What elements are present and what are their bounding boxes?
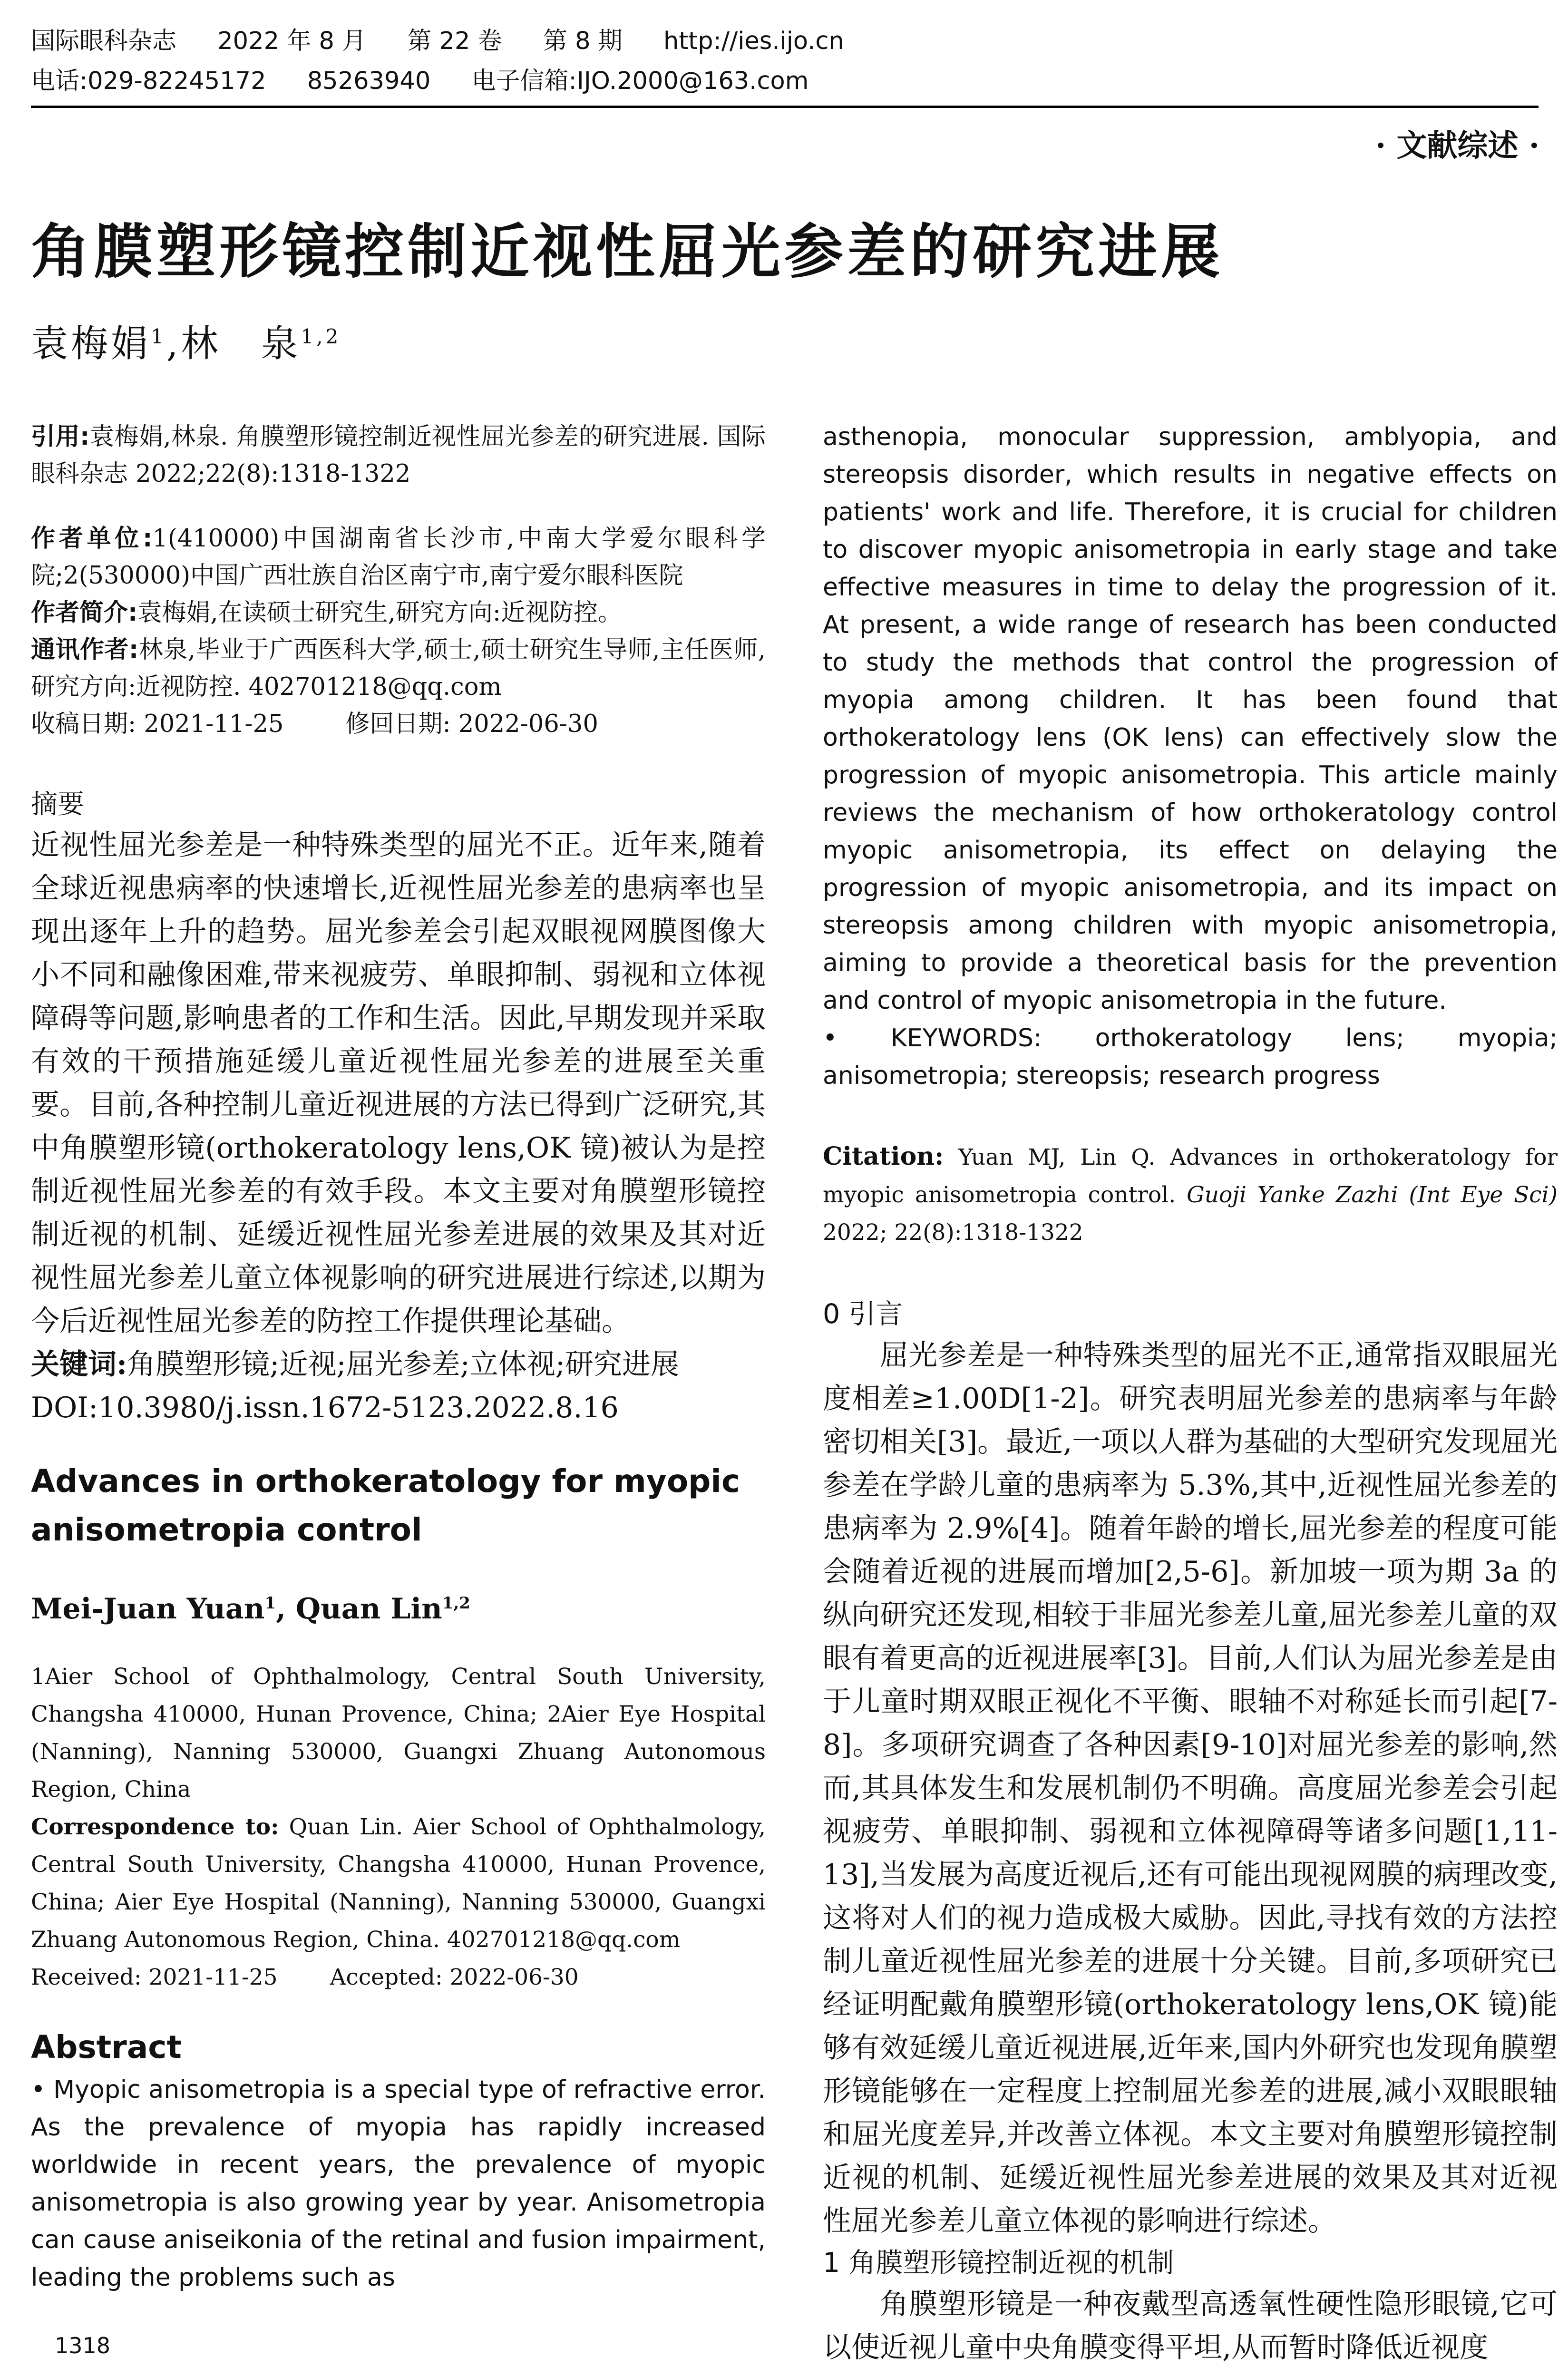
citation-cn-label: 引用:: [31, 423, 90, 451]
citation-cn-text: 袁梅娟,林泉. 角膜塑形镜控制近视性屈光参差的研究进展. 国际眼科杂志 2022;22(8):1318-1322: [31, 423, 766, 488]
header-line-1: [31, 21, 1539, 61]
author-1: 袁梅娟: [31, 322, 151, 365]
accepted-en: Accepted: 2022-06-30: [330, 1964, 579, 1990]
affiliation-en: 1Aier School of Ophthalmology, Central South University, Changsha 410000, Hunan Provence, China; 2Aier Eye Hospital (Nanning), Nanning 530000, Guangxi Zhuang Autonomous Region, China: [31, 1664, 766, 1802]
affiliation-cn-label: 作者单位:: [31, 525, 153, 553]
authors-cn: [31, 314, 341, 367]
author-separator: ,: [166, 322, 181, 365]
correspondence-en-label: Correspondence to:: [31, 1814, 279, 1840]
received-cn: 收稿日期: 2021-11-25: [31, 710, 284, 738]
email[interactable]: 电子信箱:IJO.2000@163.com: [471, 67, 809, 95]
phone: 电话:029-82245172: [31, 67, 266, 95]
article-title: 角膜塑形镜控制近视性屈光参差的研究进展: [31, 217, 1224, 286]
header-rule: [31, 106, 1539, 108]
section-tag: · 文献综述 ·: [1375, 128, 1539, 164]
abstract-cn-text: 近视性屈光参差是一种特殊类型的屈光不正。近年来,随着全球近视患病率的快速增长,近视性屈光参差的患病率也呈现出逐年上升的趋势。屈光参差会引起双眼视网膜图像大小不同和融像困难,带来视疲劳、单眼抑制、弱视和立体视障碍等问题,影响患者的工作和生活。因此,早期发现并采取有效的干预措施延缓儿童近视性屈光参差的进展至关重要。目前,各种控制儿童近视进展的方法已得到广泛研究,其中角膜塑形镜(orthokeratology lens,OK 镜)被认为是控制近视性屈光参差的有效手段。本文主要对角膜塑形镜控制近视的机制、延缓近视性屈光参差进展的效果及其对近视性屈光参差儿童立体视影响的研究进展进行综述,以期为今后近视性屈光参差的防控工作提供理论基础。: [31, 828, 766, 1338]
abstract-en-part1: • Myopic anisometropia is a special type of refractive error. As the prevalence of myopia has rapidly increased worldwide in recent years, the prevalence of myopic anisometropia is also growing year by year. Anisometropia can cause aniseikonia of the retinal and fusion impairment, leading the problems such as: [31, 2075, 766, 2292]
issue-number: 第 8 期: [543, 27, 623, 55]
phone-2: 85263940: [307, 67, 431, 95]
citation-cn: [31, 419, 766, 493]
citation-en-label: Citation:: [823, 1142, 944, 1171]
author-1-en-affil: 1: [264, 1594, 276, 1613]
page-number: 1318: [55, 2333, 111, 2358]
citation-en: [823, 1138, 1558, 1251]
author-2-en-affil: 1,2: [442, 1594, 470, 1613]
header-line-2: [31, 61, 1539, 101]
author-bio: [31, 594, 766, 632]
english-title: Advances in orthokeratology for myopic anisometropia control: [31, 1463, 740, 1548]
dates-en: [31, 1958, 766, 1996]
section-1-text: 角膜塑形镜是一种夜戴型高透氧性硬性隐形眼镜,它可以使近视儿童中央角膜变得平坦,从而暂时降低近视度: [823, 2288, 1558, 2364]
intro-text: 屈光参差是一种特殊类型的屈光不正,通常指双眼屈光度相差≥1.00D[1-2]。研究表明屈光参差的患病率与年龄密切相关[3]。最近,一项以人群为基础的大型研究发现屈光参差在学龄儿童的患病率为 5.3%,其中,近视性屈光参差的患病率为 2.9%[4]。随着年龄的增长,屈光参差的程度可能会随着近视的进展而增加[2,5-6]。新加坡一项为期 3a 的纵向研究还发现,相较于非屈光参差儿童,屈光参差儿童的双眼有着更高的近视进展率[3]。目前,人们认为屈光参差是由于儿童时期双眼正视化不平衡、眼轴不对称延长而引起[7-8]。多项研究调查了各种因素[9-10]对屈光参差的影响,然而,其具体发生和发展机制仍不明确。高度屈光参差会引起视疲劳、单眼抑制、弱视和立体视障碍等诸多问题[1,11-13],当发展为高度近视后,还有可能出现视网膜的病理改变,这将对人们的视力造成极大威胁。因此,寻找有效的方法控制儿童近视性屈光参差的进展十分关键。目前,多项研究已经证明配戴角膜塑形镜(orthokeratology lens,OK 镜)能够有效延缓儿童近视进展,近年来,国内外研究也发现角膜塑形镜能够在一定程度上控制屈光参差的进展,减小双眼眼轴和屈光度差异,并改善立体视。本文主要对角膜塑形镜控制近视的机制、延缓近视性屈光参差进展的效果及其对近视性屈光参差儿童立体视的影响进行综述。: [823, 1339, 1558, 2238]
revised-cn: 修回日期: 2022-06-30: [345, 710, 598, 738]
correspondence-cn: [31, 632, 766, 706]
author-2-affil: 1,2: [301, 325, 341, 348]
volume: 第 22 卷: [407, 27, 502, 55]
doi[interactable]: DOI:10.3980/j.issn.1672-5123.2022.8.16: [31, 1391, 619, 1424]
author-2: 林 泉: [181, 322, 301, 365]
citation-en-text: Yuan MJ, Lin Q. Advances in orthokeratology for myopic anisometropia control.: [823, 1144, 1558, 1208]
author-2-en: Quan Lin: [295, 1592, 442, 1626]
keywords-cn-text: 角膜塑形镜;近视;屈光参差;立体视;研究进展: [127, 1348, 680, 1381]
received-en: Received: 2021-11-25: [31, 1964, 278, 1990]
author-1-en: Mei-Juan Yuan: [31, 1592, 265, 1626]
journal-header: [31, 21, 1539, 101]
section-1-heading: 1 角膜塑形镜控制近视的机制: [823, 2247, 1174, 2279]
keywords-en: • KEYWORDS: orthokeratology lens; myopia; anisometropia; stereopsis; research progress: [823, 1024, 1558, 1090]
dates-cn: [31, 706, 766, 743]
citation-en-journal: Guoji Yanke Zazhi (Int Eye Sci): [1187, 1182, 1558, 1208]
abstract-en-heading: Abstract: [31, 2029, 182, 2065]
author-bio-text: 袁梅娟,在读硕士研究生,研究方向:近视防控。: [137, 599, 623, 627]
issue-date: 2022 年 8 月: [217, 27, 367, 55]
keywords-cn: [31, 1343, 766, 1386]
correspondence-en-text: Quan Lin. Aier School of Ophthalmology, Central South University, Changsha 410000, Hunan Provence, China; Aier Eye Hospital (Nanning), Nanning 530000, Guangxi Zhuang Autonomous Region, China. 402701218@qq.com: [31, 1814, 766, 1953]
citation-en-tail: 2022; 22(8):1318-1322: [823, 1219, 1083, 1246]
keywords-cn-label: 关键词:: [31, 1348, 127, 1381]
correspondence-cn-text: 林泉,毕业于广西医科大学,硕士,硕士研究生导师,主任医师,研究方向:近视防控. 402701218@qq.com: [31, 636, 766, 701]
abstract-en-part2: asthenopia, monocular suppression, amblyopia, and stereopsis disorder, which results in negative effects on patients' work and life. Therefore, it is crucial for children to discover myopic anisometropia in early stage and take effective measures in time to delay the progression of it. At present, a wide range of research has been conducted to study the methods that control the progression of myopia among children. It has been found that orthokeratology lens (OK lens) can effectively slow the progression of myopic anisometropia. This article mainly reviews the mechanism of how orthokeratology control myopic anisometropia, its effect on delaying the progression of myopic anisometropia, and its impact on stereopsis among children with myopic anisometropia, aiming to provide a theoretical basis for the prevention and control of myopic anisometropia in the future.: [823, 423, 1558, 1015]
authors-en: Mei-Juan Yuan$^1$, Quan Lin$^{1,2}$: [31, 1592, 470, 1626]
affiliation-cn: [31, 520, 766, 594]
correspondence-en: [31, 1808, 766, 1958]
affiliation-cn-text: 1(410000)中国湖南省长沙市,中南大学爱尔眼科学院;2(530000)中国广西壮族自治区南宁市,南宁爱尔眼科医院: [31, 525, 766, 590]
left-column: [31, 419, 766, 2297]
author-bio-label: 作者简介:: [31, 599, 138, 627]
journal-url[interactable]: http://ies.ijo.cn: [663, 27, 844, 55]
intro-heading: 0 引言: [823, 1298, 903, 1330]
correspondence-cn-label: 通讯作者:: [31, 636, 139, 664]
author-1-affil: 1: [151, 325, 166, 348]
journal-name: 国际眼科杂志: [31, 27, 177, 55]
right-column: [823, 419, 1558, 2369]
abstract-cn-heading: 摘要: [31, 789, 84, 820]
